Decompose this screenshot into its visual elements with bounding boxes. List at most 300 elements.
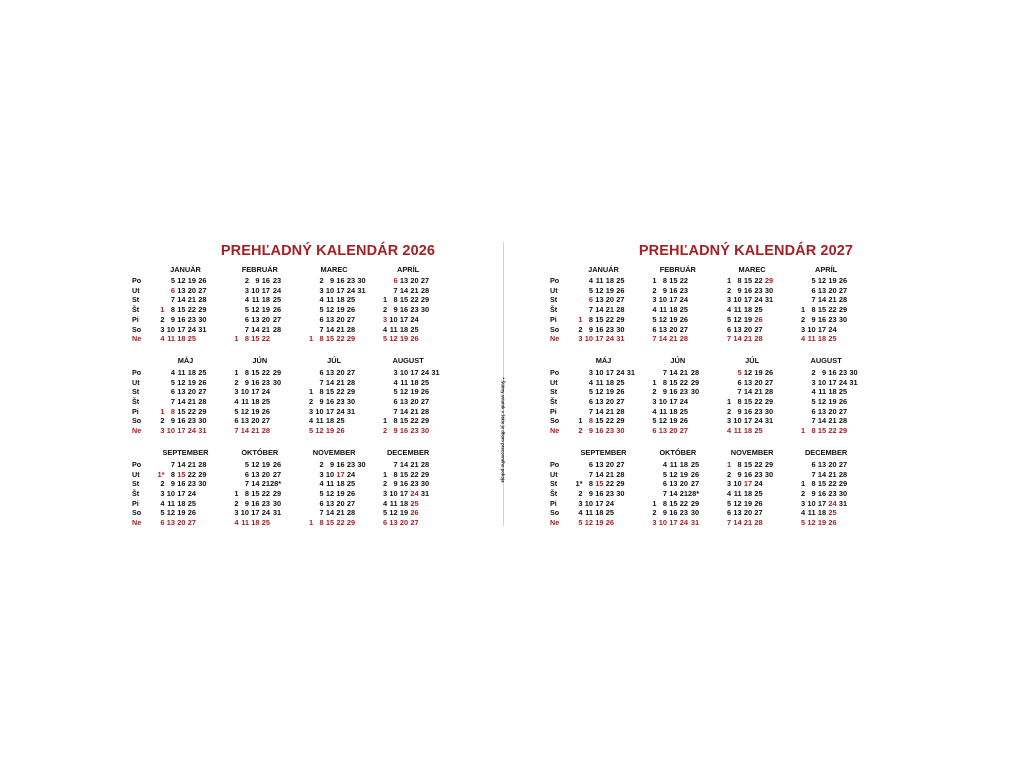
day-cell — [419, 334, 430, 344]
day-cell: 13 — [325, 498, 335, 508]
day-cell: 22 — [679, 498, 688, 508]
day-cell — [303, 368, 314, 378]
day-cell: 15 — [669, 276, 678, 285]
day-cell — [572, 407, 583, 417]
day-cell: 14 — [595, 469, 604, 479]
day-cell: 10 — [658, 397, 667, 407]
week-row — [128, 315, 440, 325]
day-cell: 7 — [393, 285, 398, 295]
week-row — [546, 426, 858, 436]
day-cell — [773, 368, 784, 378]
day-cell — [207, 315, 218, 325]
day-cell: 21 — [261, 324, 270, 334]
day-cell: 22 — [828, 426, 837, 436]
day-cell: 17 — [817, 324, 827, 334]
day-cell — [281, 499, 292, 509]
day-cell: 4 — [319, 479, 324, 489]
month-name: JÚN — [252, 356, 268, 366]
month-name: SEPTEMBER — [162, 448, 209, 458]
day-cell: 25 — [410, 498, 419, 508]
day-cell — [572, 470, 583, 480]
day-cell: 17 — [817, 498, 827, 508]
day-cell: 25 — [754, 426, 763, 436]
day-cell: 6 — [170, 285, 175, 295]
day-cell: 6 — [737, 377, 742, 387]
day-cell: 19 — [336, 305, 345, 315]
day-cell: 6 — [393, 397, 398, 407]
day-cell: 26 — [764, 367, 774, 377]
day-cell: 10 — [807, 498, 816, 508]
day-cell: 21 — [679, 367, 688, 377]
day-cell: 23 — [828, 314, 837, 324]
day-cell: 25 — [754, 305, 763, 315]
day-cell — [429, 518, 440, 528]
day-cell: 28 — [838, 469, 848, 479]
day-cell: 10 — [817, 377, 827, 387]
day-cell — [377, 387, 388, 397]
day-cell: 15 — [325, 387, 335, 397]
day-cell: 5 — [244, 305, 249, 315]
day-cell: 8 — [393, 416, 398, 426]
week-row — [546, 378, 858, 388]
day-cell: 4 — [800, 508, 806, 518]
day-cell: 6 — [234, 416, 239, 426]
day-cell: 20 — [828, 285, 837, 295]
day-cell: 11 — [659, 305, 667, 315]
day-cell — [625, 286, 636, 296]
day-cell — [355, 397, 366, 407]
day-cell: 1 — [308, 334, 314, 344]
week-row — [546, 334, 858, 344]
day-cell: 6 — [652, 426, 657, 436]
day-cell: 25 — [828, 334, 837, 344]
day-cell — [207, 489, 218, 499]
day-cell: 2 — [308, 397, 314, 407]
day-cell: 25 — [261, 397, 270, 407]
day-cell: 6 — [382, 518, 388, 528]
week-row — [128, 470, 440, 480]
day-cell: 3 — [811, 377, 816, 387]
day-cell: 12 — [177, 276, 186, 285]
day-cell — [847, 508, 858, 518]
day-cell: 14 — [733, 518, 742, 528]
day-cell: 15 — [669, 498, 678, 508]
month-name: DECEMBER — [804, 448, 848, 458]
week-row — [128, 325, 440, 335]
day-cell: 26 — [838, 397, 848, 407]
day-cell: 9 — [319, 397, 324, 407]
day-cell: 19 — [595, 518, 604, 528]
day-cell: 17 — [177, 324, 186, 334]
day-cell: 1 — [578, 416, 583, 426]
day-cell — [646, 470, 657, 480]
day-cell: 3 — [578, 498, 583, 508]
weekday-label: Št — [132, 305, 140, 315]
day-cell: 26 — [754, 314, 763, 324]
day-cell: 29 — [272, 488, 282, 498]
week-row — [128, 387, 440, 397]
day-cell — [688, 286, 699, 296]
day-cell — [377, 286, 388, 296]
day-cell — [419, 325, 430, 335]
calendar-table — [128, 262, 440, 528]
day-cell: 15 — [177, 406, 186, 416]
day-cell: 21 — [187, 397, 196, 407]
day-cell: 11 — [389, 324, 398, 334]
day-cell: 7 — [319, 324, 324, 334]
holiday-note — [498, 360, 508, 500]
week-row — [546, 489, 858, 499]
day-cell — [228, 276, 239, 286]
day-cell — [847, 286, 858, 296]
day-cell: 18 — [817, 334, 827, 344]
day-cell: 15 — [743, 459, 753, 469]
day-cell: 23 — [605, 324, 614, 334]
day-cell: 8 — [319, 387, 324, 397]
day-cell: 25 — [187, 498, 196, 508]
day-cell: 25 — [272, 295, 282, 305]
day-cell: 29 — [346, 518, 356, 528]
day-cell: 29 — [198, 406, 207, 416]
day-cell — [207, 378, 218, 388]
day-cell: 12 — [399, 387, 409, 397]
day-cell: 3 — [160, 426, 165, 436]
day-cell: 8 — [737, 397, 742, 407]
day-cell — [847, 460, 858, 470]
day-cell: 16 — [669, 508, 678, 518]
day-cell: 17 — [251, 508, 260, 518]
day-cell — [196, 508, 207, 518]
day-cell: 21 — [336, 508, 345, 518]
weekday-label: Ne — [132, 518, 142, 528]
day-cell: 18 — [669, 406, 678, 416]
day-cell — [207, 508, 218, 518]
day-cell — [355, 489, 366, 499]
weekday-label: Ne — [132, 334, 142, 344]
day-cell — [773, 276, 784, 286]
month-name: JÚL — [327, 356, 342, 366]
day-cell: 26 — [838, 276, 848, 285]
day-cell: 1* — [575, 479, 583, 489]
day-cell: 24 — [605, 498, 614, 508]
weekday-label: Št — [132, 397, 140, 407]
weekday-label: Pi — [132, 314, 139, 324]
day-cell: 9 — [821, 367, 827, 377]
day-cell: 9 — [737, 406, 742, 416]
day-cell: 27 — [346, 367, 356, 377]
day-cell: 23 — [261, 377, 270, 387]
day-cell — [847, 334, 858, 344]
day-cell — [207, 276, 218, 286]
day-cell — [207, 295, 218, 305]
day-cell: 29 — [616, 416, 625, 426]
day-cell: 16 — [743, 285, 753, 295]
day-cell: 6 — [393, 276, 398, 285]
day-cell — [355, 518, 366, 528]
week-row — [128, 518, 440, 528]
day-cell: 19 — [669, 314, 678, 324]
day-cell: 28 — [346, 324, 356, 334]
day-cell: 29 — [198, 305, 207, 315]
day-cell: 18 — [177, 334, 186, 344]
day-cell: 23 — [410, 426, 419, 436]
day-cell: 1 — [800, 426, 806, 436]
day-cell — [773, 286, 784, 296]
day-cell: 18 — [399, 324, 409, 334]
day-cell: 4 — [588, 377, 593, 387]
day-cell — [699, 325, 710, 335]
day-cell — [281, 305, 292, 315]
day-cell: 7 — [811, 295, 816, 305]
day-cell — [429, 286, 440, 296]
month-name: MAREC — [738, 264, 766, 274]
day-cell: 17 — [336, 285, 345, 295]
day-cell — [228, 295, 239, 305]
day-cell: 6 — [811, 406, 816, 416]
day-cell: 21 — [187, 459, 196, 469]
day-cell: 4 — [382, 324, 388, 334]
day-cell — [377, 460, 388, 470]
day-cell: 5 — [652, 416, 657, 426]
week-row — [546, 508, 858, 518]
day-cell — [688, 305, 699, 315]
week-row — [128, 460, 440, 470]
day-cell: 1 — [652, 498, 657, 508]
month-name: FEBRUÁR — [241, 264, 278, 274]
day-cell: 20 — [187, 285, 196, 295]
day-cell: 30 — [690, 387, 700, 397]
year-title: PREHĽADNÝ KALENDÁR 2027 — [638, 243, 854, 259]
day-cell: 24 — [679, 518, 688, 528]
day-cell: 26 — [679, 314, 688, 324]
day-cell: 7 — [393, 406, 398, 416]
day-cell — [303, 378, 314, 388]
day-cell — [773, 407, 784, 417]
month-name: MAREC — [320, 264, 348, 274]
day-cell: 19 — [187, 276, 196, 285]
day-cell: 21 — [605, 406, 614, 416]
day-cell — [207, 286, 218, 296]
day-cell: 20 — [187, 387, 196, 397]
day-cell: 4 — [811, 387, 816, 397]
day-cell — [688, 325, 699, 335]
day-cell: 27 — [616, 459, 625, 469]
day-cell — [699, 416, 710, 426]
day-cell: 23 — [187, 479, 196, 489]
day-cell: 27 — [420, 397, 430, 407]
week-row — [546, 499, 858, 509]
day-cell: 25 — [838, 387, 848, 397]
day-cell: 16 — [399, 305, 409, 315]
day-cell: 20 — [251, 416, 260, 426]
day-cell — [625, 470, 636, 480]
day-cell: 3 — [652, 518, 657, 528]
day-cell — [281, 460, 292, 470]
day-cell — [207, 407, 218, 417]
day-cell — [429, 315, 440, 325]
day-cell: 23 — [838, 367, 848, 377]
day-cell — [303, 489, 314, 499]
day-cell: 18 — [817, 508, 827, 518]
day-cell: 9 — [588, 488, 593, 498]
day-cell — [699, 489, 710, 499]
day-cell: 3 — [652, 295, 657, 305]
day-cell: 23 — [346, 459, 356, 469]
day-cell: 5 — [662, 469, 667, 479]
day-cell: 8 — [393, 469, 398, 479]
day-cell: 3 — [160, 488, 165, 498]
day-cell: 9 — [662, 508, 667, 518]
day-cell: 1 — [726, 459, 732, 469]
day-cell: 18 — [743, 305, 753, 315]
day-cell — [355, 295, 366, 305]
day-cell: 29 — [346, 334, 356, 344]
day-cell — [763, 518, 774, 528]
day-cell — [303, 276, 314, 286]
day-cell: 23 — [272, 276, 282, 285]
day-cell: 8 — [170, 469, 175, 479]
day-cell — [281, 508, 292, 518]
day-cell — [429, 470, 440, 480]
day-cell: 6 — [811, 285, 816, 295]
day-cell: 8 — [811, 426, 816, 436]
day-cell: 10 — [166, 324, 175, 334]
day-cell: 5 — [726, 498, 732, 508]
day-cell — [377, 397, 388, 407]
day-cell: 7 — [588, 305, 593, 315]
day-cell — [355, 499, 366, 509]
day-cell: 25 — [336, 416, 345, 426]
day-cell: 21 — [754, 387, 763, 397]
day-cell: 12 — [325, 305, 335, 315]
day-cell: 25 — [346, 479, 356, 489]
weekday-label: Ut — [132, 377, 140, 387]
day-cell — [154, 295, 165, 305]
day-cell: 5 — [308, 426, 314, 436]
day-cell: 3 — [800, 324, 806, 334]
day-cell: 9 — [662, 285, 667, 295]
day-cell: 23 — [346, 276, 356, 285]
day-cell — [721, 378, 732, 388]
day-cell: 13 — [251, 314, 260, 324]
day-cell: 6 — [319, 367, 324, 377]
day-cell: 19 — [605, 285, 614, 295]
day-cell: 19 — [336, 488, 345, 498]
day-cell: 22 — [261, 488, 270, 498]
day-cell — [345, 426, 356, 436]
month-name: JÚL — [745, 356, 760, 366]
day-cell — [303, 315, 314, 325]
day-cell: 16 — [336, 459, 345, 469]
day-cell — [429, 397, 440, 407]
day-cell — [429, 387, 440, 397]
day-cell — [355, 508, 366, 518]
day-cell: 24 — [187, 426, 196, 436]
day-cell: 26 — [679, 416, 688, 426]
day-cell: 7 — [244, 479, 249, 489]
day-cell: 15 — [251, 334, 260, 344]
day-cell: 17 — [828, 377, 837, 387]
day-cell — [429, 295, 440, 305]
day-cell: 13 — [733, 508, 742, 518]
weekday-label: St — [550, 479, 558, 489]
day-cell: 19 — [261, 305, 270, 315]
day-cell — [699, 426, 710, 436]
day-cell — [795, 368, 806, 378]
day-cell: 1* — [157, 469, 165, 479]
day-cell — [795, 378, 806, 388]
day-cell: 5 — [382, 334, 388, 344]
day-cell: 29 — [198, 469, 207, 479]
day-cell: 10 — [658, 295, 667, 305]
day-cell — [847, 295, 858, 305]
day-cell: 17 — [399, 488, 409, 498]
day-cell — [837, 518, 848, 528]
day-cell: 14 — [325, 377, 335, 387]
day-cell — [429, 334, 440, 344]
day-cell: 29 — [838, 479, 848, 489]
day-cell — [625, 489, 636, 499]
day-cell: 27 — [616, 295, 625, 305]
day-cell — [688, 334, 699, 344]
day-cell: 12 — [817, 276, 827, 285]
week-row — [128, 334, 440, 344]
day-cell: 30 — [849, 367, 858, 377]
day-cell — [773, 295, 784, 305]
day-cell: 3 — [800, 498, 806, 508]
day-cell: 20 — [828, 406, 837, 416]
month-name: NOVEMBER — [730, 448, 774, 458]
day-cell: 7 — [588, 469, 593, 479]
day-cell: 10 — [733, 295, 742, 305]
day-cell: 14 — [669, 367, 678, 377]
day-cell: 21 — [261, 479, 270, 489]
day-cell: 12 — [389, 334, 398, 344]
day-cell: 29 — [764, 276, 774, 285]
weekday-label: Pi — [132, 498, 139, 508]
day-cell: 2 — [800, 314, 806, 324]
day-cell: 10 — [315, 406, 324, 416]
day-cell: 11 — [251, 295, 260, 305]
day-cell — [795, 286, 806, 296]
day-cell: 20 — [399, 518, 409, 528]
day-cell: 6 — [726, 324, 732, 334]
day-cell: 2 — [800, 488, 806, 498]
day-cell: 17 — [669, 397, 678, 407]
day-cell: 16 — [325, 397, 335, 407]
day-cell — [281, 470, 292, 480]
day-cell — [281, 325, 292, 335]
day-cell: 1 — [160, 406, 165, 416]
day-cell: 22 — [336, 387, 345, 397]
day-cell: 27 — [410, 518, 419, 528]
day-cell — [207, 325, 218, 335]
day-cell — [429, 508, 440, 518]
day-cell: 10 — [584, 498, 593, 508]
day-cell: 6 — [811, 459, 816, 469]
day-cell: 26 — [198, 377, 207, 387]
day-cell: 2 — [382, 305, 388, 315]
day-cell — [207, 416, 218, 426]
day-cell: 24 — [261, 508, 270, 518]
day-cell: 15 — [251, 488, 260, 498]
day-cell — [699, 387, 710, 397]
day-cell — [773, 397, 784, 407]
day-cell: 21 — [679, 488, 688, 498]
day-cell: 21 — [605, 305, 614, 315]
day-cell — [699, 286, 710, 296]
day-cell: 17 — [595, 498, 604, 508]
